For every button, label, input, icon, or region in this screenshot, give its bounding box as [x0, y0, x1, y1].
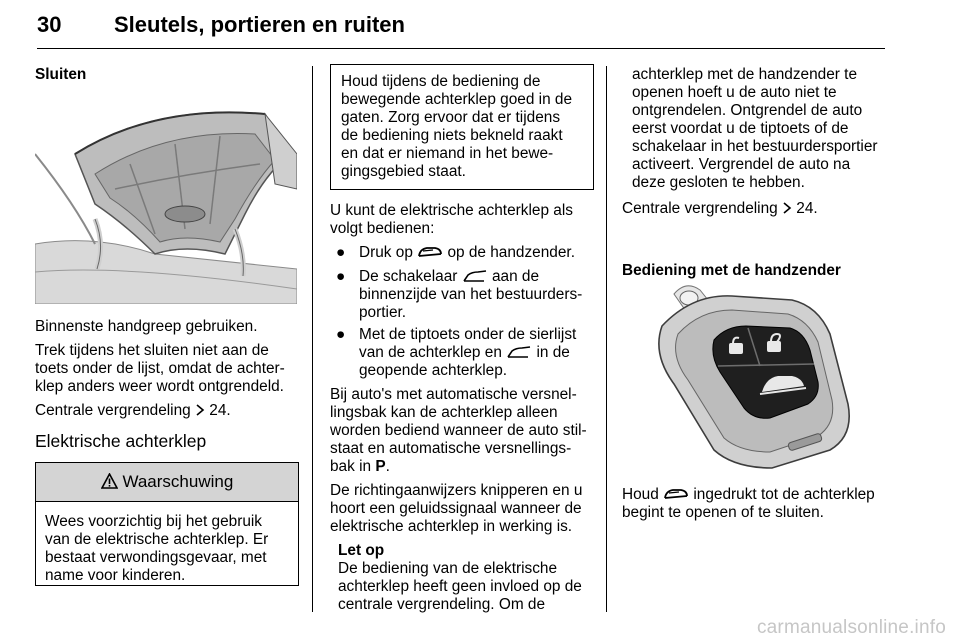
- caution-line: gingsgebied staat.: [341, 163, 466, 180]
- caution-line: Houd tijdens de bediening de: [341, 73, 541, 90]
- paragraph-line: staat en automatische versnellings-: [330, 440, 572, 457]
- warning-triangle-icon: [101, 473, 118, 489]
- list-item-text: Met de tiptoets onder de sierlijst: [359, 326, 577, 343]
- paragraph-line: De richtingaanwijzers knipperen en u: [330, 482, 583, 499]
- paragraph-line: Bij auto's met automatische versnel-: [330, 386, 577, 403]
- list-item-text: binnenzijde van het bestuurders-: [359, 286, 583, 303]
- list-item-text: van de achterklep en: [359, 344, 502, 361]
- list-item-text: aan de: [491, 268, 540, 285]
- warning-line: van de elektrische achterklep. Er: [45, 531, 269, 548]
- list-item-text: op de handzender.: [447, 244, 575, 261]
- paragraph-line: toets onder de lijst, omdat de achter-: [35, 360, 285, 377]
- reference-label: Centrale vergrendeling: [622, 200, 778, 217]
- section-heading: Elektrische achterklep: [35, 431, 207, 451]
- note-line: activeert. Vergrendel de auto na: [632, 156, 851, 173]
- tailgate-icon: [417, 245, 443, 259]
- reference-arrow-icon: [195, 403, 205, 417]
- note-line: eerst voordat u de tiptoets of de: [632, 120, 849, 137]
- section-heading: Bediening met de handzender: [622, 262, 841, 279]
- paragraph-line: Trek tijdens het sluiten niet aan de: [35, 342, 269, 359]
- column-middle: [312, 0, 594, 642]
- note-line: ontgrendelen. Ontgrendel de auto: [632, 102, 863, 119]
- page-title: Sleutels, portieren en ruiten: [114, 12, 405, 37]
- tailgate-icon: [663, 487, 689, 501]
- remote-key-illustration: [622, 254, 886, 470]
- watermark: carmanualsonline.info: [756, 617, 946, 638]
- tailgate-open-icon: [506, 345, 532, 359]
- caution-line: de bediening niets bekneld raakt: [341, 127, 563, 144]
- paragraph-line: lingsbak kan de achterklep alleen: [330, 404, 558, 421]
- list-item: ● De schakelaar aan de binnenzijde van het bestuurders- portier.: [336, 268, 583, 321]
- caution-line: gaten. Zorg ervoor dat er tijdens: [341, 109, 561, 126]
- paragraph-line: Houd ingedrukt tot de achterklep: [622, 486, 875, 503]
- paragraph-line: klep anders weer wordt ontgrendeld.: [35, 378, 284, 395]
- reference-page: 24.: [209, 402, 231, 419]
- paragraph: Binnenste handgreep gebruiken.: [35, 318, 258, 335]
- reference-page: 24.: [796, 200, 818, 217]
- paragraph-line: bak in P.: [330, 458, 390, 475]
- column-left: [35, 0, 299, 642]
- reference-arrow-icon: [782, 201, 792, 215]
- tailgate-open-icon: [462, 269, 488, 283]
- cross-reference[interactable]: [35, 402, 231, 420]
- warning-line: name voor kinderen.: [45, 567, 186, 584]
- paragraph-line: hoort een geluidssignaal wanneer de: [330, 500, 582, 517]
- list-item-text: De schakelaar: [359, 268, 458, 285]
- note-line: achterklep heeft geen invloed op de: [338, 578, 582, 595]
- note-line: centrale vergrendeling. Om de: [338, 596, 546, 613]
- section-label: Sluiten: [35, 66, 87, 83]
- paragraph-line: elektrische achterklep in werking is.: [330, 518, 573, 535]
- note-line: deze gesloten te hebben.: [632, 174, 805, 191]
- list-item-text: geopende achterklep.: [359, 362, 508, 379]
- note-title: Let op: [338, 542, 385, 559]
- note-line: openen hoeft u de auto niet te: [632, 84, 837, 101]
- caution-line: bewegende achterklep goed in de: [341, 91, 573, 108]
- cross-reference[interactable]: [622, 200, 818, 218]
- paragraph-line: begint te openen of te sluiten.: [622, 504, 824, 521]
- column-right: [622, 0, 888, 642]
- note-line: achterklep met de handzender te: [632, 66, 858, 83]
- paragraph-line: U kunt de elektrische achterklep als: [330, 202, 573, 219]
- list-item-text: in de: [536, 344, 570, 361]
- caution-box: [330, 64, 594, 190]
- note-line: De bediening van de elektrische: [338, 560, 558, 577]
- paragraph-line: worden bediend wanneer de auto stil-: [330, 422, 587, 439]
- list-item: ● Met de tiptoets onder de sierlijst van de achterklep en in de geopende achterklep.: [336, 326, 577, 379]
- warning-line: bestaat verwondingsgevaar, met: [45, 549, 267, 566]
- reference-label: Centrale vergrendeling: [35, 402, 191, 419]
- note-line: schakelaar in het bestuurdersportier: [632, 138, 878, 155]
- warning-line: Wees voorzichtig bij het gebruik: [45, 513, 263, 530]
- caution-line: en dat er niemand in het bewe-: [341, 145, 554, 162]
- warning-header: [36, 463, 298, 502]
- list-item-text: portier.: [359, 304, 407, 321]
- column-divider: [606, 66, 607, 612]
- warning-title: Waarschuwing: [122, 472, 234, 491]
- warning-box: [35, 462, 299, 586]
- gear-position: P: [375, 458, 386, 475]
- page-number: 30: [37, 12, 62, 37]
- list-item-text: Druk op: [359, 244, 413, 261]
- paragraph-line: volgt bedienen:: [330, 220, 435, 237]
- list-item: ● Druk op op de handzender.: [336, 244, 575, 261]
- tailgate-interior-illustration: [35, 94, 297, 304]
